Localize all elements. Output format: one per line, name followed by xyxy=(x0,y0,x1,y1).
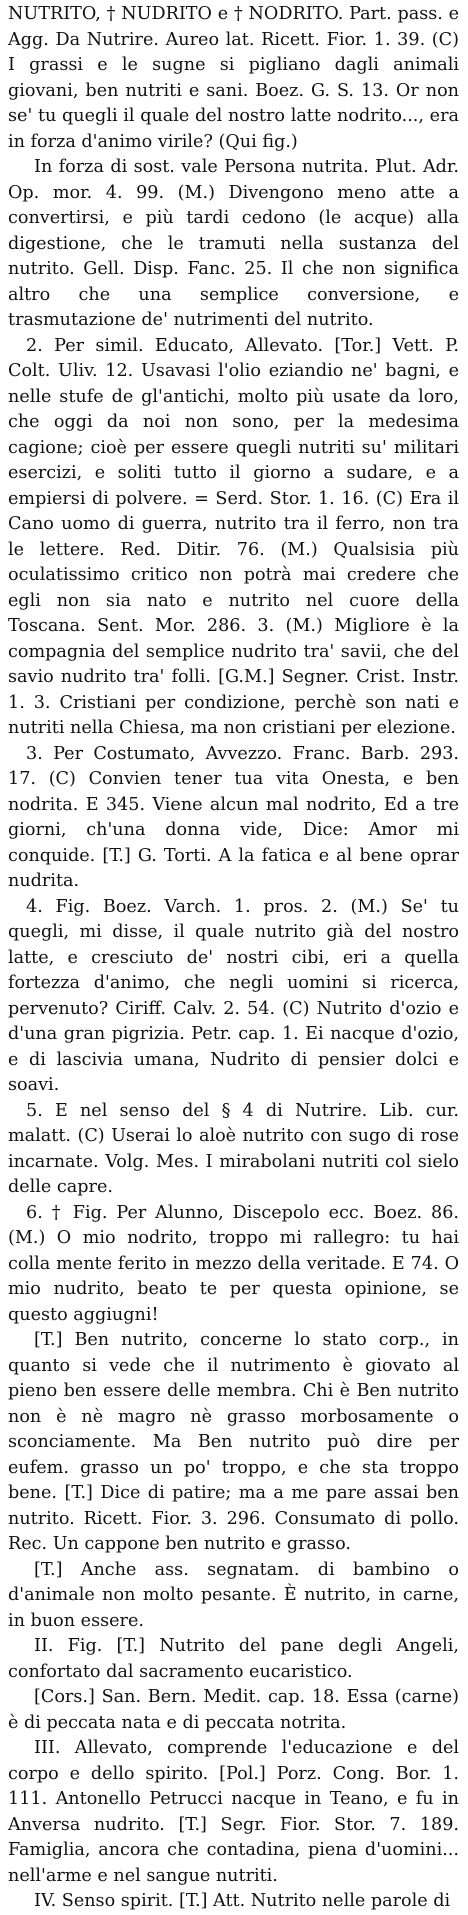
entry-subsense-paragraph: In forza di sost. vale Persona nutrita. Plut. Adr. Op. mor. 4. 99. (M.) Divengono meno atte a convertirsi, e più tardi cedono (le acque) alla digestione, che le tramuti nella sustanza del nutrito. Gell. Disp. Fanc. 25. Il che non significa altro che una semplice conversione, e trasmutazione de' nutrimenti del nutrito. xyxy=(8,157,459,330)
entry-headword-paragraph: NUTRITO, † NUDRITO e † NODRITO. Part. pass. e Agg. Da Nutrire. Aureo lat. Ricett. Fior. 1. 39. (C) I grassi e le sugne si pigliano dagli animali giovani, ben nutriti e sani. Boez. G. S. 13. Or non se' tu quegli il quale del nostro latte nodrito..., era in forza d'animo virile? (Qui fig.) xyxy=(8,4,459,152)
entry-sense-IV-paragraph: IV. Senso spirit. [T.] Att. Nutrito nelle parole di xyxy=(34,1891,451,1911)
entry-cors-paragraph: [Cors.] San. Bern. Medit. cap. 18. Essa (carne) è di peccata nata e di peccata notrita. xyxy=(8,1687,459,1733)
entry-sense-III-paragraph: III. Allevato, comprende l'educazione e del corpo e dello spirito. [Pol.] Porz. Cong. Bor. 1. 111. Antonello Petrucci nacque in Teano, e fu in Anversa nudrito. [T.] Segr. Fior. Stor. 7. 189. Famiglia, ancora che contadina, piena d'uomini... nell'arme e nel sangue nutriti. xyxy=(8,1738,459,1886)
entry-sense-5-paragraph: 5. E nel senso del § 4 di Nutrire. Lib. cur. malatt. (C) Userai lo aloè nutrito con sugo di rose incarnate. Volg. Mes. I mirabolani nutriti col sielo delle capre. xyxy=(8,1100,459,1197)
entry-sense-6-paragraph: 6. † Fig. Per Alunno, Discepolo ecc. Boez. 86. (M.) O mio nodrito, troppo mi rallegro: tu hai colla mente ferito in mezzo della veritade. E 74. O mio nudrito, beato te per questa opinione, se questo aggiugni! xyxy=(8,1202,459,1325)
entry-ass-paragraph: [T.] Anche ass. segnatam. di bambino o d'animale non molto pesante. È nutrito, in carne, in buon essere. xyxy=(8,1559,459,1631)
entry-sense-II-paragraph: II. Fig. [T.] Nutrito del pane degli Angeli, confortato dal sacramento eucaristico. xyxy=(8,1636,459,1682)
entry-sense-2-paragraph: 2. Per simil. Educato, Allevato. [Tor.] Vett. P. Colt. Uliv. 12. Usavasi l'olio eziandio ne' bagni, e nelle stufe de gl'antichi, molto più usate da loro, che oggi da noi non sono, per la medesima cagione; cioè per essere quegli nutriti su' militari esercizi, e soliti tutto il giorno a sudare, e a empiersi di polvere. = Serd. Stor. 1. 16. (C) Era il Cano uomo di guerra, nutrito tra il ferro, non tra le lettere. Red. Ditir. 76. (M.) Qualsisia più oculatissimo critico non potrà mai credere che egli non sia nato e nutrito nel cuore della Toscana. Sent. Mor. 286. 3. (M.) Migliore è la compagnia del semplice nudrito tra' savii, che del savio nudrito tra' folli. [G.M.] Segner. Crist. Instr. 1. 3. Cristiani per condizione, perchè son nati e nutriti nella Chiesa, ma non cristiani per elezione. xyxy=(8,335,459,738)
entry-sense-3-paragraph: 3. Per Costumato, Avvezzo. Franc. Barb. 293. 17. (C) Convien tener tua vita Onesta, e ben nodrita. E 345. Viene alcun mal nodrito, Ed a tre giorni, ch'una donna vide, Dice: Amor mi conquide. [T.] G. Torti. A la fatica e al bene oprar nudrita. xyxy=(8,743,459,891)
entry-sense-4-paragraph: 4. Fig. Boez. Varch. 1. pros. 2. (M.) Se' tu quegli, mi disse, il quale nutrito già del nostro latte, e cresciuto de' nostri cibi, eri a quella fortezza d'animo, che negli uomini si ricerca, pervenuto? Ciriff. Calv. 2. 54. (C) Nutrito d'ozio e d'una gran pigrizia. Petr. cap. 1. Ei nacque d'ozio, e di lascivia umana, Nudrito di pensier dolci e soavi. xyxy=(8,896,459,1095)
entry-ben-nutrito-paragraph: [T.] Ben nutrito, concerne lo stato corp., in quanto si vede che il nutrimento è giovato al pieno ben essere delle membra. Chi è Ben nutrito non è nè magro nè grasso morbosamente o sconciamente. Ma Ben nutrito può dire per eufem. grasso un po' troppo, e che sta troppo bene. [T.] Dice di patire; ma a me pare assai ben nutrito. Ricett. Fior. 3. 296. Consumato di pollo. Rec. Un cappone ben nutrito e grasso. xyxy=(8,1330,459,1554)
entry-column xyxy=(8,2,459,1915)
